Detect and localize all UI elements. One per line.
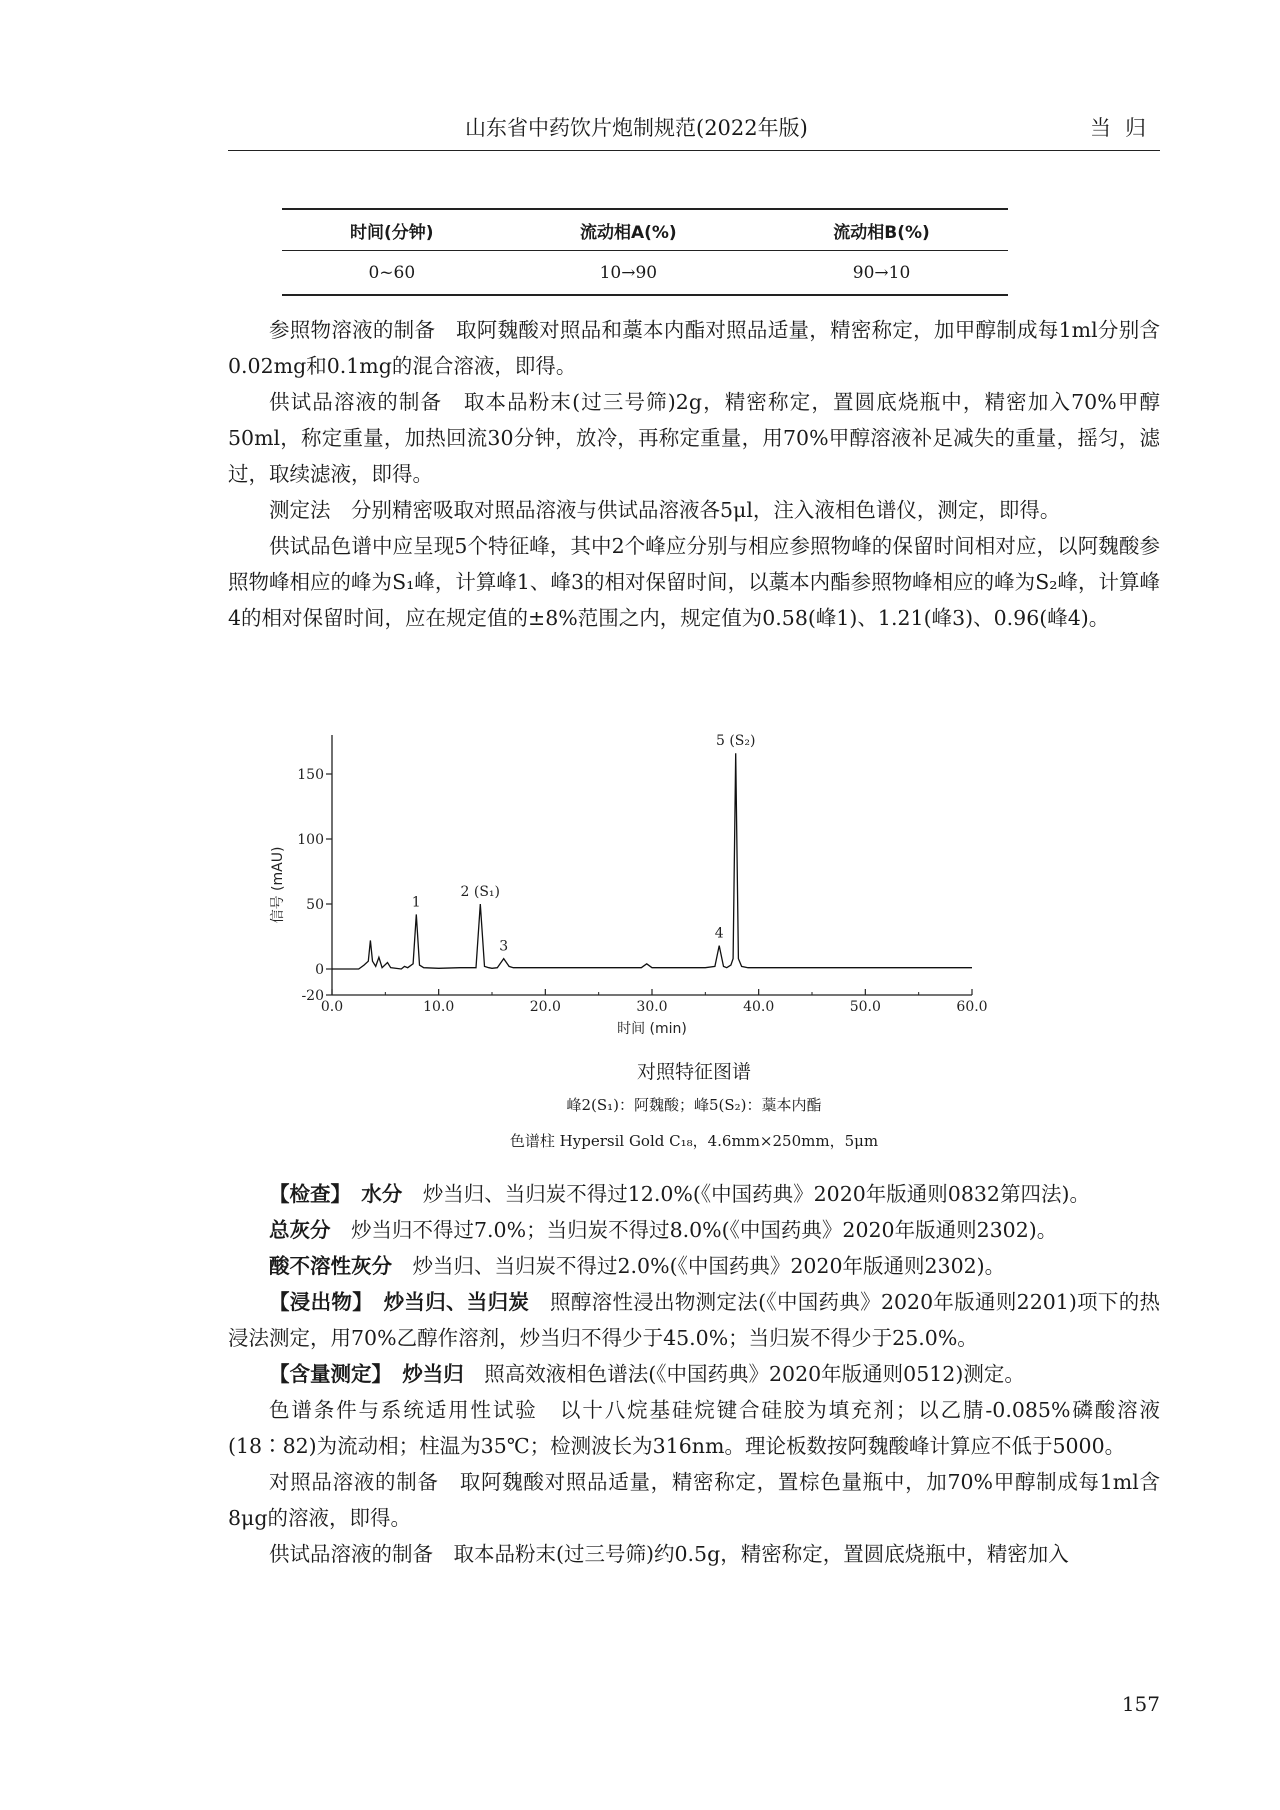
paragraph-peak-criteria: 供试品色谱中应呈现5个特征峰，其中2个峰应分别与相应参照物峰的保留时间相对应，以阿魏酸参照物峰相应的峰为S₁峰，计算峰1、峰3的相对保留时间，以藁本内酯参照物峰相应的峰为S₂峰，计算峰4的相对保留时间，应在规定值的±8%范围之内，规定值为0.58(峰1)、1.21(峰3)、0.96(峰4)。 <box>228 534 1160 630</box>
table-row <box>282 251 1008 296</box>
x-tick-label: 50.0 <box>849 999 881 1015</box>
paragraph-procedure: 测定法 分别精密吸取对照品溶液与供试品溶液各5μl，注入液相色谱仪，测定，即得。 <box>269 498 1061 522</box>
paragraph-extract <box>228 1284 1160 1356</box>
paragraph-test-solution-prep: 供试品溶液的制备 取本品粉末(过三号筛)约0.5g，精密称定，置圆底烧瓶中，精密加入 <box>269 1542 1069 1566</box>
y-tick-label: 0 <box>315 962 324 978</box>
col-header-phase-b: 流动相B(%) <box>755 209 1008 251</box>
peak-label: 2 (S₁) <box>460 884 501 900</box>
assay-tag: 【含量测定】 <box>269 1362 382 1386</box>
body-text-top <box>228 312 1160 636</box>
cell-phase-b: 90→10 <box>755 251 1008 296</box>
cell-phase-a: 10→90 <box>502 251 755 296</box>
extract-label: 炒当归、当归炭 <box>383 1290 530 1314</box>
peak-label: 5 (S₂) <box>715 733 756 750</box>
y-tick-label: 50 <box>306 897 324 913</box>
figure-column-info: 色谱柱 Hypersil Gold C₁₈，4.6mm×250mm，5μm <box>509 1132 879 1150</box>
x-tick-label: 40.0 <box>743 999 775 1015</box>
paragraph-check-water <box>228 1176 1160 1212</box>
extract-tag: 【浸出物】 <box>269 1290 363 1314</box>
paragraph-assay <box>228 1356 1160 1392</box>
x-tick-label: 30.0 <box>636 999 668 1015</box>
x-tick-label: 20.0 <box>529 999 561 1015</box>
peak-label: 1 <box>411 894 421 911</box>
x-tick-label: 60.0 <box>956 999 988 1015</box>
paragraph-test-solution: 供试品溶液的制备 取本品粉末(过三号筛)2g，精密称定，置圆底烧瓶中，精密加入70%甲醇50ml，称定重量，加热回流30分钟，放冷，再称定重量，用70%甲醇溶液补足减失的重量，摇匀，滤过，取续滤液，即得。 <box>228 390 1160 486</box>
paragraph-reference-solution: 参照物溶液的制备 取阿魏酸对照品和藁本内酯对照品适量，精密称定，加甲醇制成每1ml分别含0.02mg和0.1mg的混合溶液，即得。 <box>228 318 1160 378</box>
x-axis-title: 时间 (min) <box>617 1021 687 1037</box>
paragraph-check-ash <box>228 1212 1160 1248</box>
table-header-row <box>282 209 1008 251</box>
paragraph-reference-solution-prep: 对照品溶液的制备 取阿魏酸对照品适量，精密称定，置棕色量瓶中，加70%甲醇制成每1ml含8μg的溶液，即得。 <box>228 1470 1160 1530</box>
y-axis-title: 信号 (mAU) <box>270 846 286 924</box>
paragraph-chromatographic-conditions: 色谱条件与系统适用性试验 以十八烷基硅烷键合硅胶为填充剂；以乙腈-0.085%磷酸溶液(18∶82)为流动相；柱温为35℃；检测波长为316nm。理论板数按阿魏酸峰计算应不低于5000。 <box>228 1398 1160 1458</box>
water-text: 炒当归、当归炭不得过12.0%(《中国药典》2020年版通则0832第四法)。 <box>422 1182 1090 1206</box>
check-tag: 【检查】 <box>269 1182 341 1206</box>
section-name: 当归 <box>1090 116 1160 140</box>
figure-caption: 对照特征图谱 <box>636 1061 751 1083</box>
y-tick-label: -20 <box>301 988 324 1004</box>
figure-legend: 峰2(S₁)：阿魏酸；峰5(S₂)：藁本内酯 <box>566 1096 822 1114</box>
acid-ash-label: 酸不溶性灰分 <box>269 1254 392 1278</box>
page-number: 157 <box>1121 1692 1160 1716</box>
y-tick-label: 150 <box>297 767 324 783</box>
ash-label: 总灰分 <box>269 1218 331 1242</box>
chromatogram-trace <box>332 753 972 969</box>
extract-text: 照醇溶性浸出物测定法(《中国药典》2020年版通则2201)项下的热浸法测定，用70%乙醇作溶剂，炒当归不得少于45.0%；当归炭不得少于25.0%。 <box>228 1290 1161 1350</box>
ash-text: 炒当归不得过7.0%；当归炭不得过8.0%(《中国药典》2020年版通则2302)。 <box>351 1218 1058 1242</box>
gradient-table <box>282 208 1008 296</box>
y-tick-label: 100 <box>297 832 324 848</box>
body-text-bottom <box>228 1176 1160 1572</box>
peak-label: 4 <box>714 925 724 942</box>
running-header <box>228 112 1160 151</box>
assay-text: 照高效液相色谱法(《中国药典》2020年版通则0512)测定。 <box>484 1362 1025 1386</box>
water-label: 水分 <box>361 1182 403 1206</box>
paragraph-check-acid-ash <box>228 1248 1160 1284</box>
cell-time: 0~60 <box>282 251 502 296</box>
chromatogram-chart <box>260 725 1020 1045</box>
col-header-time: 时间(分钟) <box>282 209 502 251</box>
peak-label: 3 <box>499 938 509 955</box>
x-tick-label: 10.0 <box>423 999 455 1015</box>
assay-label: 炒当归 <box>402 1362 464 1386</box>
x-tick-label: 0.0 <box>320 999 344 1015</box>
book-title: 山东省中药饮片炮制规范(2022年版) <box>465 116 808 140</box>
acid-ash-text: 炒当归、当归炭不得过2.0%(《中国药典》2020年版通则2302)。 <box>412 1254 1006 1278</box>
col-header-phase-a: 流动相A(%) <box>502 209 755 251</box>
